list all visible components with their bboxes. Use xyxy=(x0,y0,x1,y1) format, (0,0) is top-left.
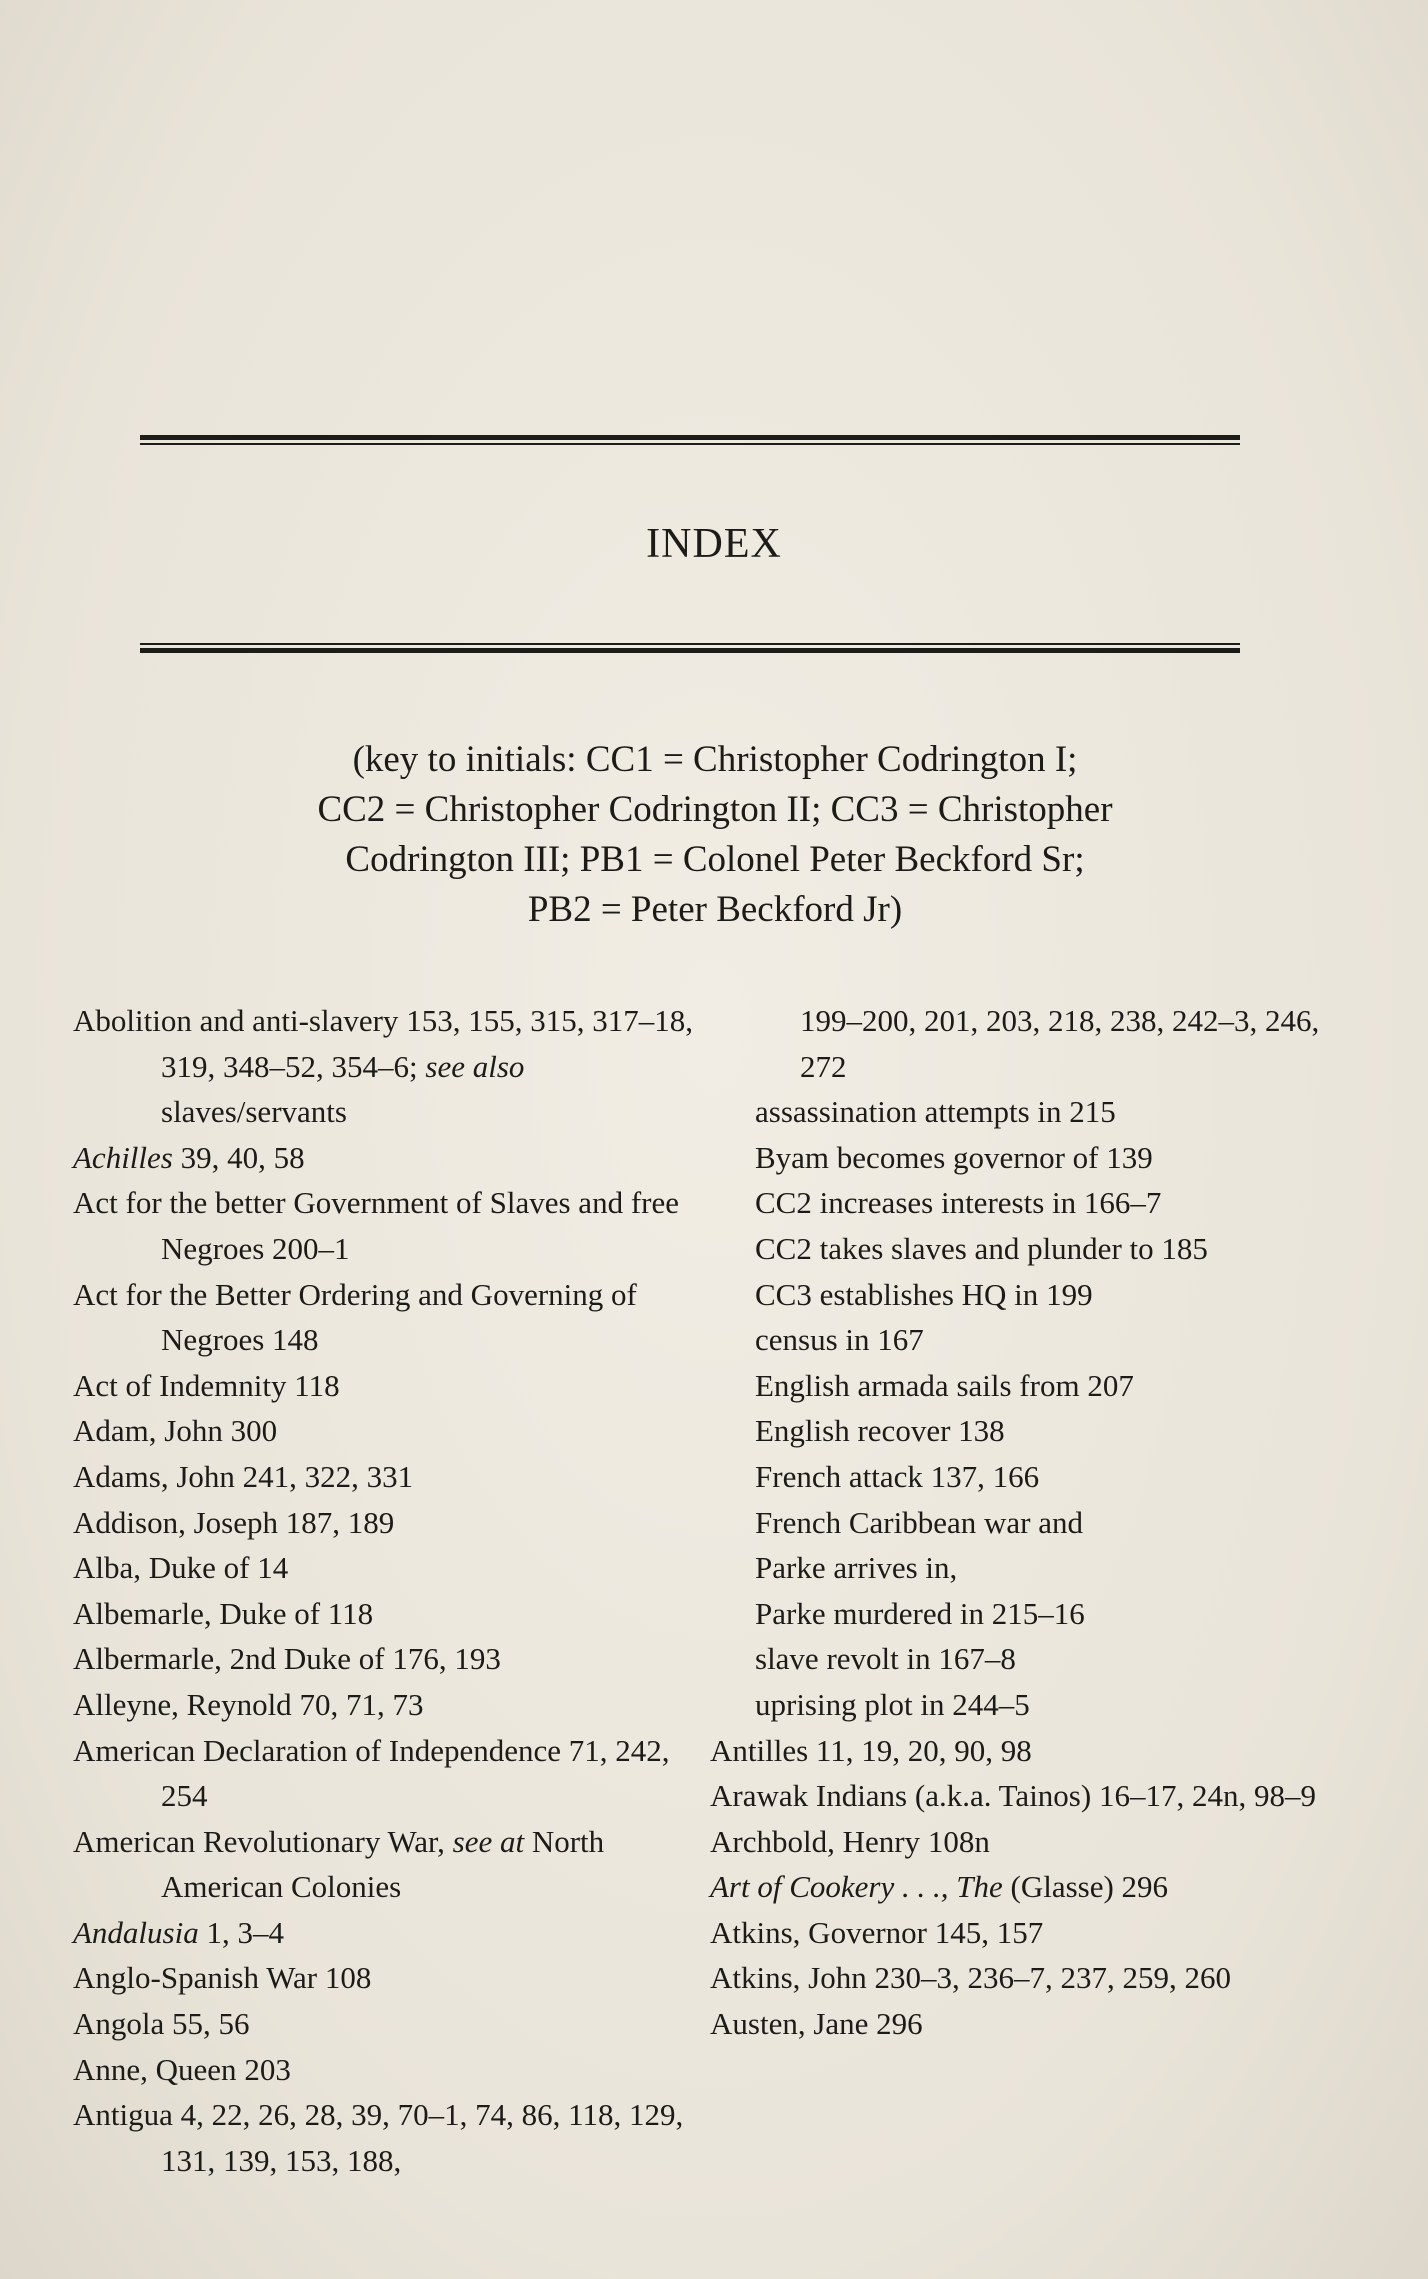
page-title: INDEX xyxy=(646,521,782,567)
index-entry: Antigua 4, 22, 26, 28, 39, 70–1, 74, 86, 118, 129, 131, 139, 153, 188, xyxy=(73,2097,684,2178)
index-entry: Anglo-Spanish War 108 xyxy=(73,1960,372,1996)
index-subentry: CC2 takes slaves and plunder to 185 xyxy=(755,1230,1208,1266)
index-subentry: French Caribbean war and xyxy=(755,1504,1083,1540)
index-entry: Abolition and anti-slavery 153, 155, 315, 317–18, 319, 348–52, 354–6; see also slaves/servants xyxy=(73,1003,693,1130)
index-subentry: census in 167 xyxy=(755,1322,924,1358)
key-line: PB2 = Peter Beckford Jr) xyxy=(527,889,903,930)
index-entry: American Declaration of Independence 71, 242, 254 xyxy=(73,1732,670,1814)
index-subentry: Parke murdered in 215–16 xyxy=(755,1595,1085,1631)
index-entry: Anne, Queen 203 xyxy=(73,2051,291,2087)
index-subentry: assassination attempts in 215 xyxy=(755,1094,1116,1130)
index-subentry: Parke arrives in, xyxy=(755,1550,958,1586)
index-entry: Atkins, Governor 145, 157 xyxy=(710,1914,1044,1950)
index-entry-continuation: 199–200, 201, 203, 218, 238, 242–3, 246, 272 xyxy=(800,1003,1320,1084)
key-line: CC2 = Christopher Codrington II; CC3 = Christopher xyxy=(317,789,1113,830)
index-entry: Albemarle, Duke of 118 xyxy=(73,1595,374,1631)
index-column-left xyxy=(73,998,693,2183)
bottom-double-rule xyxy=(140,643,1240,653)
index-entry: Arawak Indians (a.k.a. Tainos) 16–17, 24n, 98–9 xyxy=(710,1778,1316,1814)
index-subentry: Byam becomes governor of 139 xyxy=(755,1139,1153,1175)
index-entry: Achilles 39, 40, 58 xyxy=(73,1139,305,1175)
index-entry: Alleyne, Reynold 70, 71, 73 xyxy=(73,1686,424,1722)
index-entry: Act of Indemnity 118 xyxy=(73,1367,340,1403)
index-entry: Archbold, Henry 108n xyxy=(710,1823,990,1859)
index-entry: Adam, John 300 xyxy=(73,1413,278,1449)
key-line: Codrington III; PB1 = Colonel Peter Beckford Sr; xyxy=(345,839,1085,880)
index-entry: Antilles 11, 19, 20, 90, 98 xyxy=(710,1732,1032,1768)
index-entry: Alba, Duke of 14 xyxy=(73,1550,289,1586)
index-entry: Act for the Better Ordering and Governing of Negroes 148 xyxy=(73,1276,637,1358)
index-subentry: CC3 establishes HQ in 199 xyxy=(755,1276,1093,1312)
index-entry: Adams, John 241, 322, 331 xyxy=(73,1458,414,1494)
index-entry: Art of Cookery . . ., The (Glasse) 296 xyxy=(710,1869,1169,1905)
index-entry: Albermarle, 2nd Duke of 176, 193 xyxy=(73,1641,501,1677)
index-subentry: English recover 138 xyxy=(755,1413,1005,1449)
index-subentry: CC2 increases interests in 166–7 xyxy=(755,1185,1162,1221)
index-entry: Addison, Joseph 187, 189 xyxy=(73,1504,395,1540)
index-entry: Andalusia 1, 3–4 xyxy=(73,1914,284,1950)
index-entry: Act for the better Government of Slaves and free Negroes 200–1 xyxy=(73,1185,679,1266)
top-double-rule xyxy=(140,435,1240,445)
key-line: (key to initials: CC1 = Christopher Codrington I; xyxy=(352,739,1078,780)
index-column-right xyxy=(710,998,1350,2047)
index-subentry: English armada sails from 207 xyxy=(755,1367,1134,1403)
initials-key xyxy=(200,735,1230,935)
index-subentry: French attack 137, 166 xyxy=(755,1458,1040,1494)
index-subentry: uprising plot in 244–5 xyxy=(755,1686,1030,1722)
index-entry: Atkins, John 230–3, 236–7, 237, 259, 260 xyxy=(710,1960,1231,1996)
index-entry: Angola 55, 56 xyxy=(73,2006,250,2042)
index-subentry: slave revolt in 167–8 xyxy=(755,1641,1016,1677)
index-entry: American Revolutionary War, see at North American Colonies xyxy=(73,1823,605,1905)
index-entry: Austen, Jane 296 xyxy=(710,2006,923,2042)
